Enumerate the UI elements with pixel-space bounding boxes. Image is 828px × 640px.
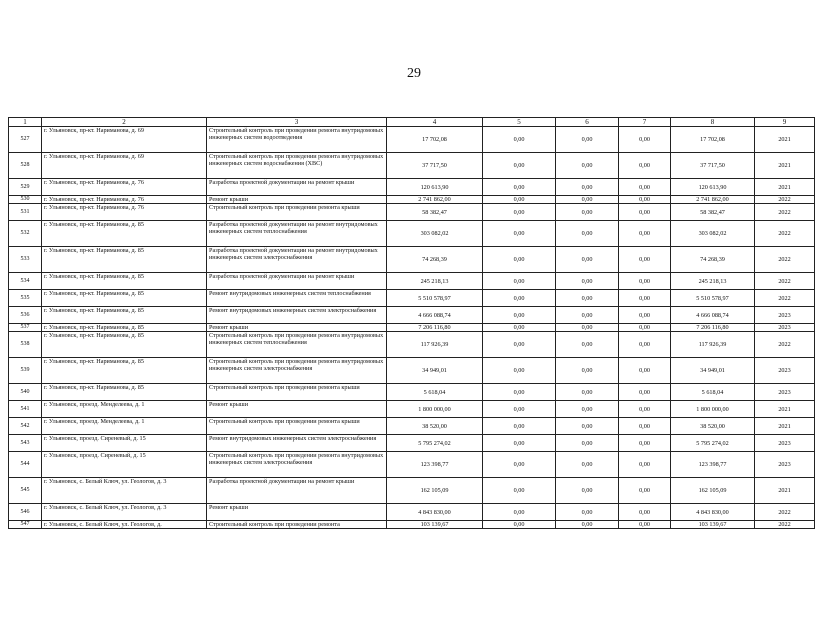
amount-col7-cell: 0,00 (619, 401, 671, 418)
year-cell: 2022 (755, 290, 815, 307)
amount-col5-cell: 0,00 (483, 179, 556, 196)
work-type-cell: Строительный контроль при проведении ремонта крыши (207, 384, 387, 401)
work-type-cell: Строительный контроль при проведении ремонта крыши (207, 418, 387, 435)
year-cell: 2022 (755, 196, 815, 204)
year-cell: 2022 (755, 332, 815, 358)
amount-col7-cell: 0,00 (619, 290, 671, 307)
work-type-cell: Строительный контроль при проведении ремонта внутридомовых инженерных систем теплоснабжения (207, 332, 387, 358)
amount-col6-cell: 0,00 (556, 221, 619, 247)
amount-col8-cell: 4 666 088,74 (671, 307, 755, 324)
table-row (9, 196, 815, 204)
amount-col7-cell: 0,00 (619, 324, 671, 332)
column-header: 5 (483, 118, 556, 127)
row-number: 539 (9, 358, 42, 384)
work-type-cell: Строительный контроль при проведении ремонта (207, 521, 387, 529)
row-number: 530 (9, 196, 42, 204)
year-cell: 2021 (755, 153, 815, 179)
row-number: 531 (9, 204, 42, 221)
amount-col6-cell: 0,00 (556, 435, 619, 452)
amount-total-cell: 1 800 000,00 (387, 401, 483, 418)
amount-total-cell: 123 398,77 (387, 452, 483, 478)
column-header: 8 (671, 118, 755, 127)
year-cell: 2023 (755, 384, 815, 401)
amount-col7-cell: 0,00 (619, 247, 671, 273)
column-header: 3 (207, 118, 387, 127)
work-type-cell: Разработка проектной документации на ремонт внутридомовых инженерных систем теплоснабжения (207, 221, 387, 247)
amount-col8-cell: 4 843 830,00 (671, 504, 755, 521)
amount-total-cell: 5 795 274,02 (387, 435, 483, 452)
amount-col7-cell: 0,00 (619, 273, 671, 290)
table-row (9, 307, 815, 324)
amount-col6-cell: 0,00 (556, 273, 619, 290)
table-row (9, 179, 815, 196)
year-cell: 2022 (755, 521, 815, 529)
amount-col8-cell: 17 702,08 (671, 127, 755, 153)
table-row (9, 358, 815, 384)
amount-col6-cell: 0,00 (556, 332, 619, 358)
address-cell: г. Ульяновск, с. Белый Ключ, ул. Геологов, д. (42, 521, 207, 529)
amount-col6-cell: 0,00 (556, 478, 619, 504)
year-cell: 2021 (755, 478, 815, 504)
table-row (9, 478, 815, 504)
address-cell: г. Ульяновск, проезд. Менделеева, д. 1 (42, 418, 207, 435)
column-header: 7 (619, 118, 671, 127)
row-number: 534 (9, 273, 42, 290)
year-cell: 2022 (755, 504, 815, 521)
amount-col8-cell: 117 926,39 (671, 332, 755, 358)
row-number: 545 (9, 478, 42, 504)
year-cell: 2021 (755, 127, 815, 153)
address-cell: г. Ульяновск, пр-кт. Нариманова, д. 76 (42, 196, 207, 204)
amount-col8-cell: 5 510 578,97 (671, 290, 755, 307)
amount-col6-cell: 0,00 (556, 179, 619, 196)
amount-col7-cell: 0,00 (619, 435, 671, 452)
table-row (9, 435, 815, 452)
amount-col7-cell: 0,00 (619, 478, 671, 504)
amount-col6-cell: 0,00 (556, 504, 619, 521)
amount-col5-cell: 0,00 (483, 273, 556, 290)
amount-col7-cell: 0,00 (619, 521, 671, 529)
amount-col8-cell: 7 206 116,80 (671, 324, 755, 332)
address-cell: г. Ульяновск, пр-кт. Нариманова, д. 85 (42, 221, 207, 247)
table-row (9, 418, 815, 435)
amount-col6-cell: 0,00 (556, 196, 619, 204)
work-type-cell: Ремонт крыши (207, 504, 387, 521)
page-number: 29 (407, 66, 421, 81)
row-number: 529 (9, 179, 42, 196)
work-type-cell: Разработка проектной документации на ремонт крыши (207, 273, 387, 290)
column-header: 4 (387, 118, 483, 127)
address-cell: г. Ульяновск, пр-кт. Нариманова, д. 69 (42, 153, 207, 179)
amount-col5-cell: 0,00 (483, 401, 556, 418)
amount-total-cell: 34 949,01 (387, 358, 483, 384)
amount-col5-cell: 0,00 (483, 478, 556, 504)
address-cell: г. Ульяновск, пр-кт. Нариманова, д. 85 (42, 324, 207, 332)
address-cell: г. Ульяновск, пр-кт. Нариманова, д. 85 (42, 307, 207, 324)
amount-col8-cell: 123 398,77 (671, 452, 755, 478)
amount-col6-cell: 0,00 (556, 384, 619, 401)
amount-col5-cell: 0,00 (483, 204, 556, 221)
address-cell: г. Ульяновск, пр-кт. Нариманова, д. 69 (42, 127, 207, 153)
table-row (9, 521, 815, 529)
year-cell: 2022 (755, 247, 815, 273)
amount-col5-cell: 0,00 (483, 435, 556, 452)
amount-col5-cell: 0,00 (483, 418, 556, 435)
table-row (9, 153, 815, 179)
column-header: 2 (42, 118, 207, 127)
column-header: 1 (9, 118, 42, 127)
amount-col7-cell: 0,00 (619, 221, 671, 247)
year-cell: 2023 (755, 358, 815, 384)
row-number: 546 (9, 504, 42, 521)
amount-col6-cell: 0,00 (556, 247, 619, 273)
year-cell: 2022 (755, 273, 815, 290)
amount-col8-cell: 5 795 274,02 (671, 435, 755, 452)
work-type-cell: Ремонт крыши (207, 196, 387, 204)
work-type-cell: Ремонт крыши (207, 401, 387, 418)
amount-total-cell: 7 206 116,80 (387, 324, 483, 332)
amount-col5-cell: 0,00 (483, 127, 556, 153)
address-cell: г. Ульяновск, пр-кт. Нариманова, д. 85 (42, 332, 207, 358)
amount-total-cell: 37 717,50 (387, 153, 483, 179)
table-row (9, 384, 815, 401)
amount-col5-cell: 0,00 (483, 221, 556, 247)
column-header: 6 (556, 118, 619, 127)
amount-col5-cell: 0,00 (483, 452, 556, 478)
row-number: 528 (9, 153, 42, 179)
amount-col5-cell: 0,00 (483, 307, 556, 324)
amount-col6-cell: 0,00 (556, 521, 619, 529)
row-number: 533 (9, 247, 42, 273)
amount-col8-cell: 58 382,47 (671, 204, 755, 221)
year-cell: 2022 (755, 221, 815, 247)
address-cell: г. Ульяновск, проезд. Менделеева, д. 1 (42, 401, 207, 418)
amount-col8-cell: 120 613,90 (671, 179, 755, 196)
amount-col8-cell: 5 618,04 (671, 384, 755, 401)
year-cell: 2022 (755, 204, 815, 221)
year-cell: 2023 (755, 324, 815, 332)
row-number: 535 (9, 290, 42, 307)
amount-total-cell: 4 666 088,74 (387, 307, 483, 324)
amount-total-cell: 38 520,00 (387, 418, 483, 435)
amount-col7-cell: 0,00 (619, 307, 671, 324)
amount-col6-cell: 0,00 (556, 153, 619, 179)
amount-total-cell: 303 082,02 (387, 221, 483, 247)
amount-col8-cell: 303 082,02 (671, 221, 755, 247)
year-cell: 2021 (755, 179, 815, 196)
table-row (9, 504, 815, 521)
address-cell: г. Ульяновск, с. Белый Ключ, ул. Геологов, д. 3 (42, 504, 207, 521)
row-number: 542 (9, 418, 42, 435)
amount-col7-cell: 0,00 (619, 196, 671, 204)
amount-total-cell: 58 382,47 (387, 204, 483, 221)
amount-col7-cell: 0,00 (619, 127, 671, 153)
table-row (9, 221, 815, 247)
amount-total-cell: 245 218,13 (387, 273, 483, 290)
row-number: 538 (9, 332, 42, 358)
row-number: 532 (9, 221, 42, 247)
address-cell: г. Ульяновск, пр-кт. Нариманова, д. 85 (42, 247, 207, 273)
amount-col5-cell: 0,00 (483, 290, 556, 307)
work-type-cell: Строительный контроль при проведении ремонта внутридомовых инженерных систем электроснабжения (207, 452, 387, 478)
amount-col6-cell: 0,00 (556, 418, 619, 435)
column-header: 9 (755, 118, 815, 127)
address-cell: г. Ульяновск, проезд. Сиреневый, д. 15 (42, 435, 207, 452)
table-row (9, 324, 815, 332)
address-cell: г. Ульяновск, с. Белый Ключ, ул. Геологов, д. 3 (42, 478, 207, 504)
work-type-cell: Ремонт внутридомовых инженерных систем электроснабжения (207, 307, 387, 324)
table-row (9, 452, 815, 478)
amount-col6-cell: 0,00 (556, 204, 619, 221)
work-type-cell: Ремонт крыши (207, 324, 387, 332)
amount-total-cell: 162 105,09 (387, 478, 483, 504)
amount-col5-cell: 0,00 (483, 521, 556, 529)
amount-col8-cell: 162 105,09 (671, 478, 755, 504)
work-type-cell: Разработка проектной документации на ремонт крыши (207, 179, 387, 196)
amount-col8-cell: 74 268,39 (671, 247, 755, 273)
amount-total-cell: 4 843 830,00 (387, 504, 483, 521)
table-row (9, 204, 815, 221)
amount-col5-cell: 0,00 (483, 332, 556, 358)
address-cell: г. Ульяновск, пр-кт. Нариманова, д. 76 (42, 179, 207, 196)
amount-total-cell: 120 613,90 (387, 179, 483, 196)
work-type-cell: Строительный контроль при проведении ремонта крыши (207, 204, 387, 221)
amount-col7-cell: 0,00 (619, 179, 671, 196)
amount-total-cell: 5 510 578,97 (387, 290, 483, 307)
amount-col8-cell: 245 218,13 (671, 273, 755, 290)
address-cell: г. Ульяновск, пр-кт. Нариманова, д. 76 (42, 204, 207, 221)
table-row (9, 332, 815, 358)
table-row (9, 401, 815, 418)
amount-col6-cell: 0,00 (556, 290, 619, 307)
work-type-cell: Строительный контроль при проведении ремонта внутридомовых инженерных систем водоснабжения (ХВС) (207, 153, 387, 179)
work-type-cell: Строительный контроль при проведении ремонта внутридомовых инженерных систем водоотведения (207, 127, 387, 153)
amount-total-cell: 5 618,04 (387, 384, 483, 401)
amount-col6-cell: 0,00 (556, 452, 619, 478)
address-cell: г. Ульяновск, пр-кт. Нариманова, д. 85 (42, 290, 207, 307)
table-row (9, 273, 815, 290)
amount-col6-cell: 0,00 (556, 401, 619, 418)
amount-col7-cell: 0,00 (619, 358, 671, 384)
work-type-cell: Разработка проектной документации на ремонт внутридомовых инженерных систем электроснабжения (207, 247, 387, 273)
amount-col6-cell: 0,00 (556, 324, 619, 332)
work-type-cell: Ремонт внутридомовых инженерных систем электроснабжения (207, 435, 387, 452)
table-row (9, 247, 815, 273)
amount-col8-cell: 34 949,01 (671, 358, 755, 384)
amount-col7-cell: 0,00 (619, 153, 671, 179)
row-number: 536 (9, 307, 42, 324)
address-cell: г. Ульяновск, пр-кт. Нариманова, д. 85 (42, 384, 207, 401)
amount-col6-cell: 0,00 (556, 307, 619, 324)
work-type-cell: Строительный контроль при проведении ремонта внутридомовых инженерных систем электроснабжения (207, 358, 387, 384)
amount-total-cell: 17 702,08 (387, 127, 483, 153)
row-number: 527 (9, 127, 42, 153)
row-number: 547 (9, 521, 42, 529)
amount-col5-cell: 0,00 (483, 247, 556, 273)
amount-col5-cell: 0,00 (483, 384, 556, 401)
amount-col7-cell: 0,00 (619, 384, 671, 401)
year-cell: 2021 (755, 401, 815, 418)
amount-total-cell: 103 139,67 (387, 521, 483, 529)
amount-col8-cell: 38 520,00 (671, 418, 755, 435)
row-number: 540 (9, 384, 42, 401)
amount-col7-cell: 0,00 (619, 418, 671, 435)
year-cell: 2023 (755, 307, 815, 324)
amount-col8-cell: 1 800 000,00 (671, 401, 755, 418)
address-cell: г. Ульяновск, проезд. Сиреневый, д. 15 (42, 452, 207, 478)
amount-col5-cell: 0,00 (483, 358, 556, 384)
amount-col8-cell: 37 717,50 (671, 153, 755, 179)
amount-col8-cell: 103 139,67 (671, 521, 755, 529)
row-number: 541 (9, 401, 42, 418)
amount-total-cell: 117 926,39 (387, 332, 483, 358)
amount-col7-cell: 0,00 (619, 204, 671, 221)
amount-col5-cell: 0,00 (483, 153, 556, 179)
year-cell: 2021 (755, 418, 815, 435)
work-type-cell: Ремонт внутридомовых инженерных систем теплоснабжения (207, 290, 387, 307)
row-number: 544 (9, 452, 42, 478)
amount-col5-cell: 0,00 (483, 196, 556, 204)
column-number-row (9, 118, 815, 127)
amount-total-cell: 2 741 862,00 (387, 196, 483, 204)
amount-col6-cell: 0,00 (556, 127, 619, 153)
table-row (9, 127, 815, 153)
address-cell: г. Ульяновск, пр-кт. Нариманова, д. 85 (42, 273, 207, 290)
amount-col5-cell: 0,00 (483, 324, 556, 332)
amount-col6-cell: 0,00 (556, 358, 619, 384)
amount-col5-cell: 0,00 (483, 504, 556, 521)
year-cell: 2023 (755, 452, 815, 478)
table-row (9, 290, 815, 307)
row-number: 537 (9, 324, 42, 332)
address-cell: г. Ульяновск, пр-кт. Нариманова, д. 85 (42, 358, 207, 384)
row-number: 543 (9, 435, 42, 452)
amount-col8-cell: 2 741 862,00 (671, 196, 755, 204)
amount-col7-cell: 0,00 (619, 332, 671, 358)
amount-col7-cell: 0,00 (619, 452, 671, 478)
repair-table (8, 117, 815, 529)
amount-col7-cell: 0,00 (619, 504, 671, 521)
work-type-cell: Разработка проектной документации на ремонт крыши (207, 478, 387, 504)
amount-total-cell: 74 268,39 (387, 247, 483, 273)
year-cell: 2023 (755, 435, 815, 452)
